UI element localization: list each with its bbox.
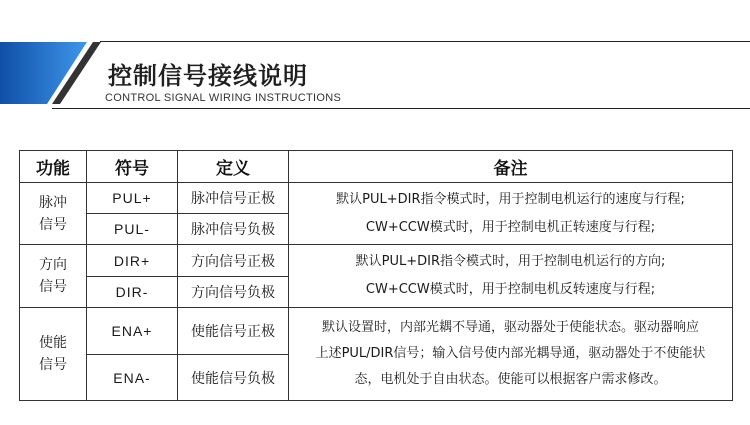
definition-cell: 使能信号正极 — [178, 308, 289, 355]
header-definition: 定义 — [178, 151, 289, 183]
table-row — [20, 308, 733, 355]
function-cell-direction: 方向 信号 — [20, 245, 87, 308]
page-subtitle: CONTROL SIGNAL WIRING INSTRUCTIONS — [105, 92, 342, 104]
definition-cell: 方向信号正极 — [178, 245, 289, 277]
table-header-row — [20, 151, 733, 183]
table-row — [20, 183, 733, 214]
definition-cell: 脉冲信号正极 — [178, 183, 289, 214]
symbol-cell: DIR+ — [87, 245, 178, 277]
table-row — [20, 245, 733, 277]
definition-cell: 方向信号负极 — [178, 277, 289, 308]
function-cell-enable: 使能 信号 — [20, 308, 87, 401]
symbol-cell: PUL+ — [87, 183, 178, 214]
definition-cell: 使能信号负极 — [178, 355, 289, 401]
wiring-table — [19, 150, 733, 401]
header-symbol: 符号 — [87, 151, 178, 183]
symbol-cell: ENA+ — [87, 308, 178, 355]
function-cell-pulse: 脉冲 信号 — [20, 183, 87, 245]
header-function: 功能 — [20, 151, 87, 183]
symbol-cell: ENA- — [87, 355, 178, 401]
definition-cell: 脉冲信号负极 — [178, 214, 289, 245]
remark-cell-enable: 默认设置时，内部光耦不导通，驱动器处于使能状态。驱动器响应 上述PUL/DIR信号；输入信号使内部光耦导通，驱动器处于不使能状 态，电机处于自由状态。使能可以根据客户需求修改。 — [289, 308, 733, 401]
symbol-cell: DIR- — [87, 277, 178, 308]
symbol-cell: PUL- — [87, 214, 178, 245]
remark-cell-pulse: 默认PUL+DIR指令模式时，用于控制电机运行的速度与行程; CW+CCW模式时，用于控制电机正转速度与行程; — [289, 183, 733, 245]
header-remark: 备注 — [289, 151, 733, 183]
remark-cell-direction: 默认PUL+DIR指令模式时，用于控制电机运行的方向; CW+CCW模式时，用于控制电机反转速度与行程; — [289, 245, 733, 308]
page-title: 控制信号接线说明 — [108, 62, 308, 90]
